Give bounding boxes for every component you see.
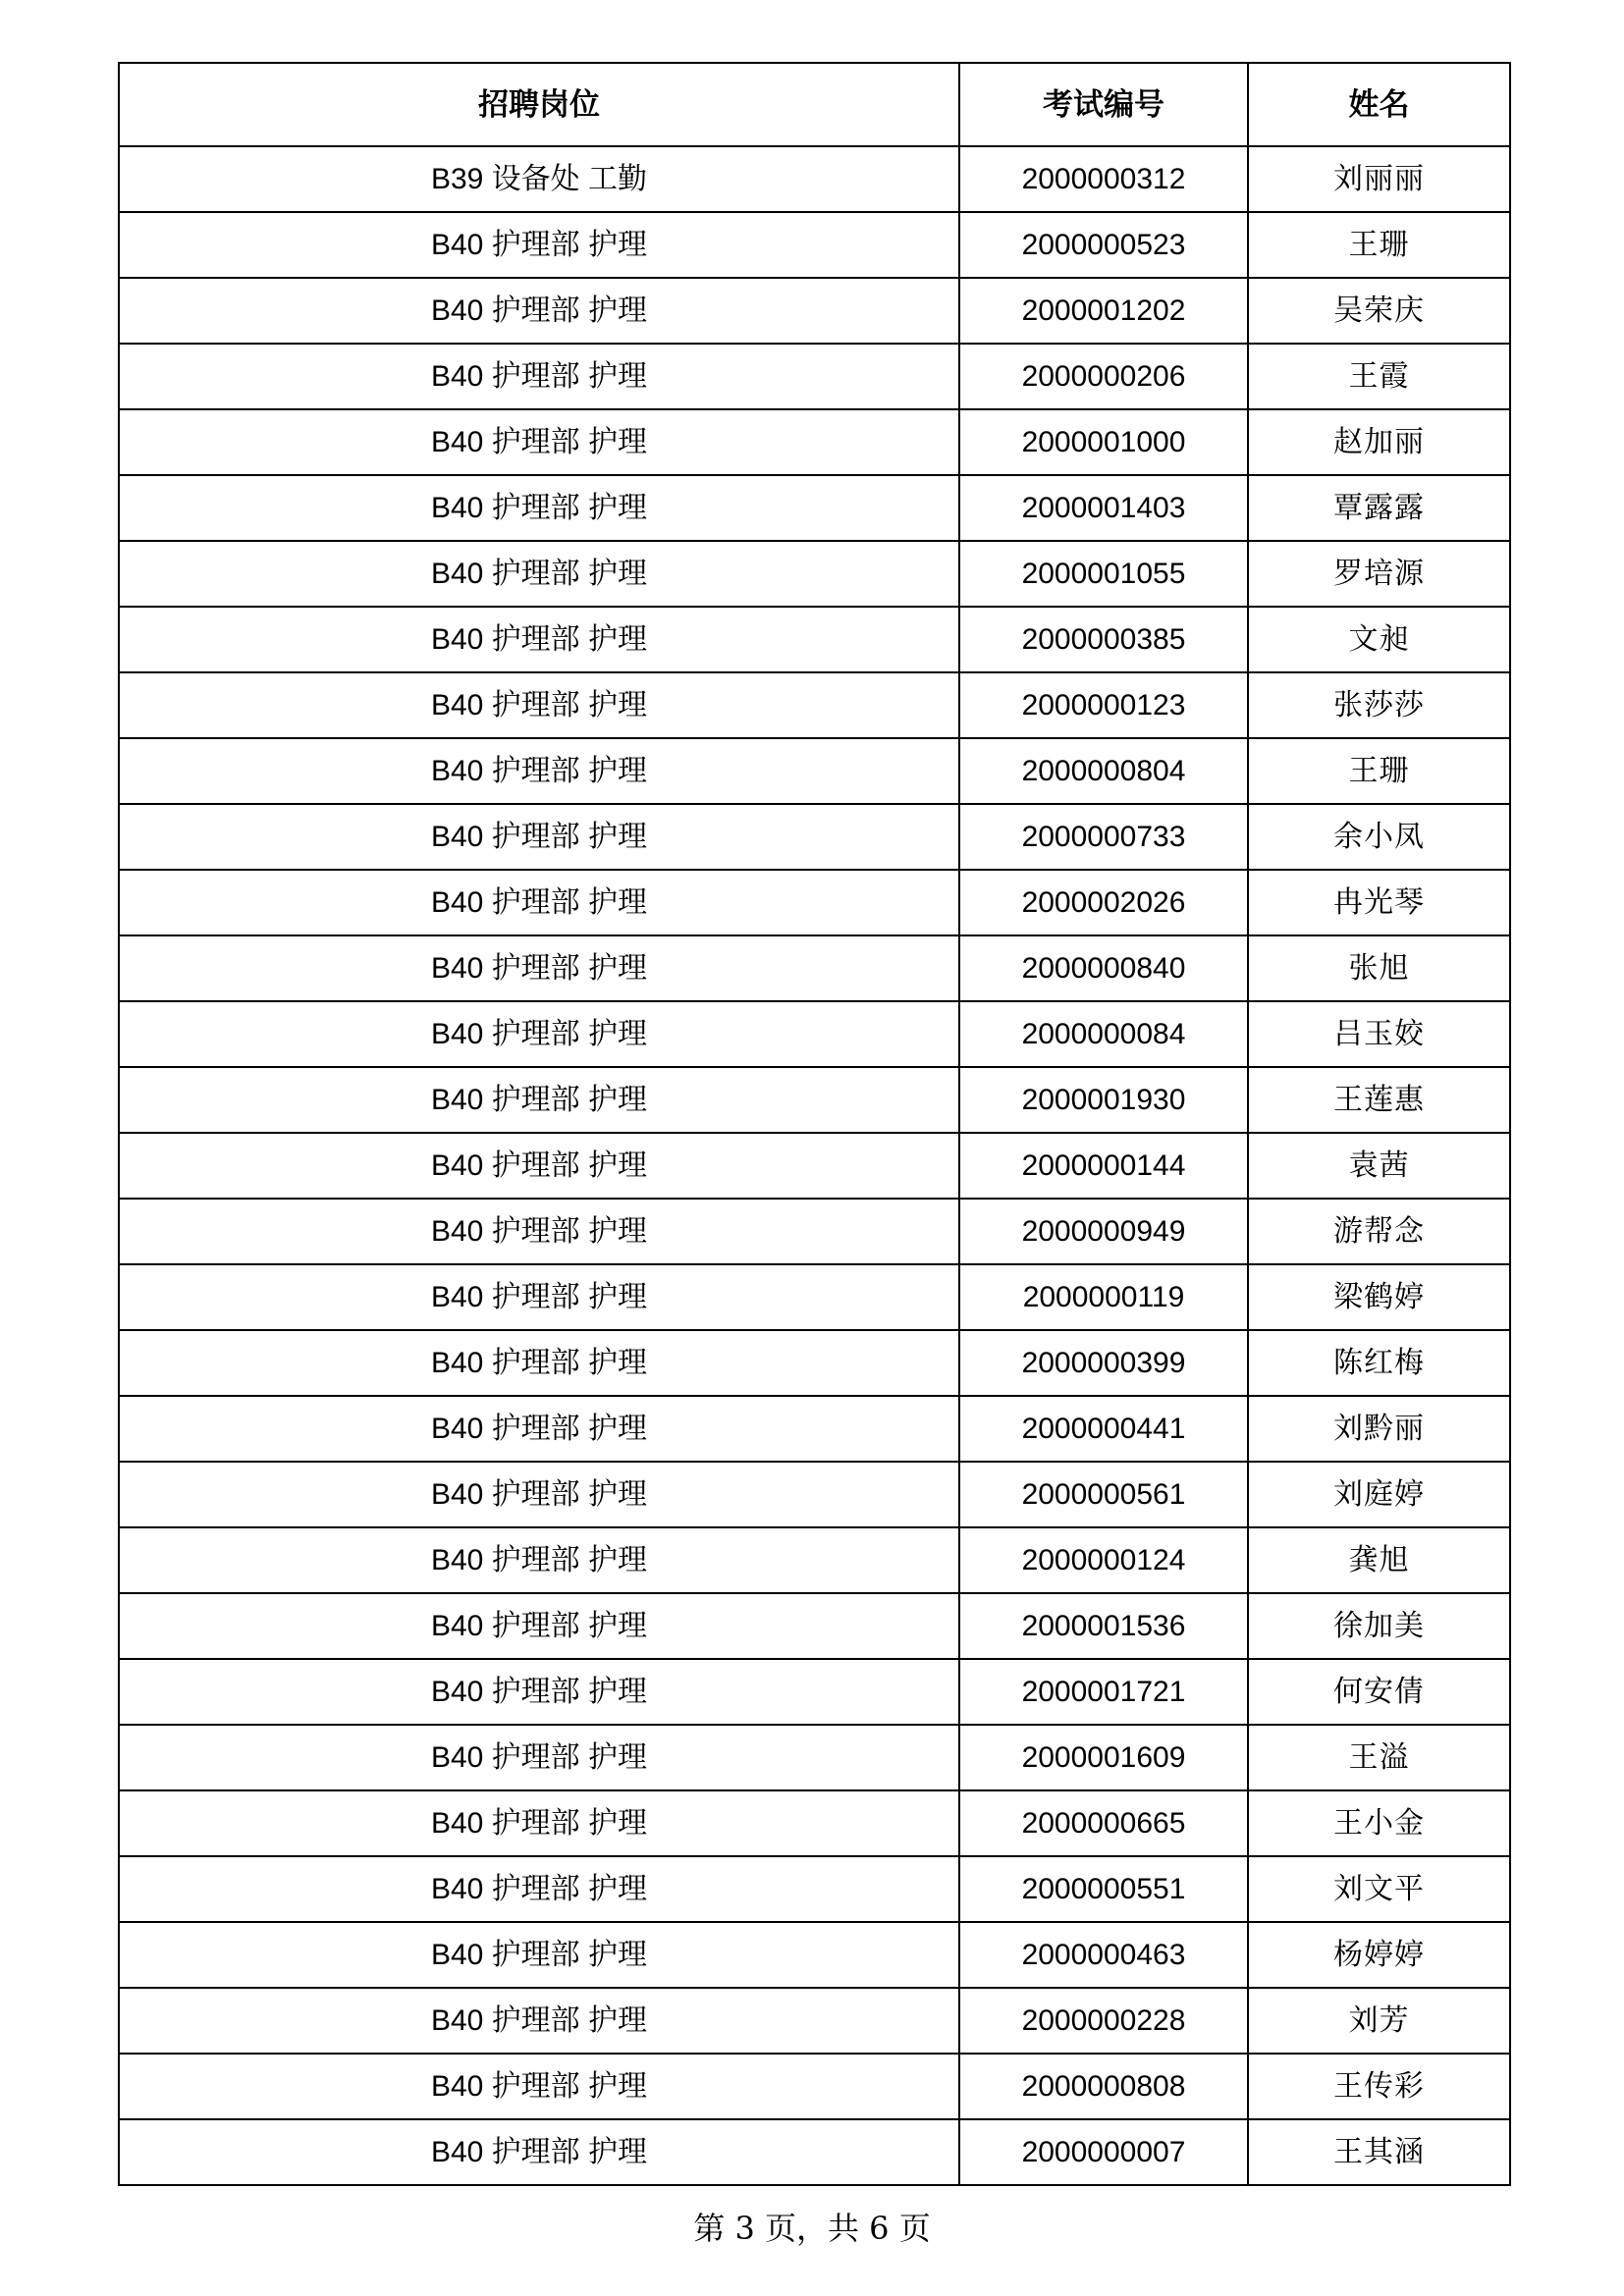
header-exam-number: 考试编号 bbox=[959, 63, 1248, 146]
table-row bbox=[119, 1067, 1510, 1133]
table-header-row bbox=[119, 63, 1510, 146]
cell-position: B40 护理部 护理 bbox=[119, 1133, 959, 1199]
cell-exam-number: 2000000123 bbox=[959, 672, 1248, 738]
cell-exam-number: 2000001536 bbox=[959, 1593, 1248, 1659]
cell-position: B40 护理部 护理 bbox=[119, 1067, 959, 1133]
cell-exam-number: 2000000124 bbox=[959, 1527, 1248, 1593]
cell-name: 张莎莎 bbox=[1248, 672, 1510, 738]
cell-position: B39 设备处 工勤 bbox=[119, 146, 959, 212]
cell-position: B40 护理部 护理 bbox=[119, 1264, 959, 1330]
cell-position: B40 护理部 护理 bbox=[119, 2119, 959, 2185]
table-row bbox=[119, 804, 1510, 870]
cell-name: 刘黔丽 bbox=[1248, 1396, 1510, 1462]
cell-name: 王小金 bbox=[1248, 1790, 1510, 1856]
table-row bbox=[119, 1330, 1510, 1396]
cell-exam-number: 2000000399 bbox=[959, 1330, 1248, 1396]
cell-name: 王霞 bbox=[1248, 344, 1510, 409]
cell-position: B40 护理部 护理 bbox=[119, 541, 959, 607]
cell-exam-number: 2000000665 bbox=[959, 1790, 1248, 1856]
cell-position: B40 护理部 护理 bbox=[119, 1001, 959, 1067]
cell-exam-number: 2000001721 bbox=[959, 1659, 1248, 1725]
cell-exam-number: 2000000144 bbox=[959, 1133, 1248, 1199]
table-row bbox=[119, 475, 1510, 541]
cell-exam-number: 2000000523 bbox=[959, 212, 1248, 278]
cell-position: B40 护理部 护理 bbox=[119, 344, 959, 409]
cell-name: 王溢 bbox=[1248, 1725, 1510, 1790]
cell-exam-number: 2000001930 bbox=[959, 1067, 1248, 1133]
cell-position: B40 护理部 护理 bbox=[119, 1725, 959, 1790]
table-row bbox=[119, 1593, 1510, 1659]
cell-exam-number: 2000001055 bbox=[959, 541, 1248, 607]
table-row bbox=[119, 1790, 1510, 1856]
cell-position: B40 护理部 护理 bbox=[119, 475, 959, 541]
cell-position: B40 护理部 护理 bbox=[119, 278, 959, 344]
table-row bbox=[119, 1396, 1510, 1462]
table-row bbox=[119, 1001, 1510, 1067]
cell-exam-number: 2000001609 bbox=[959, 1725, 1248, 1790]
cell-name: 冉光琴 bbox=[1248, 870, 1510, 935]
cell-name: 余小凤 bbox=[1248, 804, 1510, 870]
table-body bbox=[119, 146, 1510, 2185]
table-row bbox=[119, 1199, 1510, 1264]
cell-name: 吴荣庆 bbox=[1248, 278, 1510, 344]
cell-position: B40 护理部 护理 bbox=[119, 212, 959, 278]
cell-name: 王其涵 bbox=[1248, 2119, 1510, 2185]
cell-name: 刘庭婷 bbox=[1248, 1462, 1510, 1527]
cell-exam-number: 2000001403 bbox=[959, 475, 1248, 541]
cell-name: 刘丽丽 bbox=[1248, 146, 1510, 212]
cell-name: 张旭 bbox=[1248, 935, 1510, 1001]
cell-exam-number: 2000000463 bbox=[959, 1922, 1248, 1988]
cell-name: 游帮念 bbox=[1248, 1199, 1510, 1264]
cell-name: 袁茜 bbox=[1248, 1133, 1510, 1199]
cell-exam-number: 2000000804 bbox=[959, 738, 1248, 804]
header-position: 招聘岗位 bbox=[119, 63, 959, 146]
cell-name: 吕玉姣 bbox=[1248, 1001, 1510, 1067]
cell-position: B40 护理部 护理 bbox=[119, 409, 959, 475]
cell-name: 赵加丽 bbox=[1248, 409, 1510, 475]
cell-position: B40 护理部 护理 bbox=[119, 870, 959, 935]
cell-position: B40 护理部 护理 bbox=[119, 1790, 959, 1856]
cell-position: B40 护理部 护理 bbox=[119, 804, 959, 870]
cell-exam-number: 2000000385 bbox=[959, 607, 1248, 672]
table-row bbox=[119, 672, 1510, 738]
cell-name: 徐加美 bbox=[1248, 1593, 1510, 1659]
table-row bbox=[119, 870, 1510, 935]
table-row bbox=[119, 1264, 1510, 1330]
table-row bbox=[119, 146, 1510, 212]
table-row bbox=[119, 1922, 1510, 1988]
cell-exam-number: 2000001202 bbox=[959, 278, 1248, 344]
cell-position: B40 护理部 护理 bbox=[119, 2054, 959, 2119]
cell-exam-number: 2000000084 bbox=[959, 1001, 1248, 1067]
table-row bbox=[119, 2054, 1510, 2119]
cell-exam-number: 2000000733 bbox=[959, 804, 1248, 870]
table-row bbox=[119, 409, 1510, 475]
table-row bbox=[119, 2119, 1510, 2185]
cell-position: B40 护理部 护理 bbox=[119, 1988, 959, 2054]
cell-name: 罗培源 bbox=[1248, 541, 1510, 607]
cell-exam-number: 2000002026 bbox=[959, 870, 1248, 935]
cell-position: B40 护理部 护理 bbox=[119, 1199, 959, 1264]
table-row bbox=[119, 1725, 1510, 1790]
cell-exam-number: 2000000119 bbox=[959, 1264, 1248, 1330]
table-row bbox=[119, 1856, 1510, 1922]
cell-name: 文昶 bbox=[1248, 607, 1510, 672]
candidate-table bbox=[118, 62, 1511, 2186]
cell-exam-number: 2000000228 bbox=[959, 1988, 1248, 2054]
cell-exam-number: 2000000007 bbox=[959, 2119, 1248, 2185]
header-name: 姓名 bbox=[1248, 63, 1510, 146]
table-row bbox=[119, 935, 1510, 1001]
table-row bbox=[119, 278, 1510, 344]
cell-exam-number: 2000000441 bbox=[959, 1396, 1248, 1462]
cell-name: 杨婷婷 bbox=[1248, 1922, 1510, 1988]
cell-name: 王传彩 bbox=[1248, 2054, 1510, 2119]
cell-name: 刘芳 bbox=[1248, 1988, 1510, 2054]
cell-name: 王珊 bbox=[1248, 212, 1510, 278]
table-row bbox=[119, 344, 1510, 409]
cell-exam-number: 2000001000 bbox=[959, 409, 1248, 475]
cell-name: 王珊 bbox=[1248, 738, 1510, 804]
cell-exam-number: 2000000312 bbox=[959, 146, 1248, 212]
cell-name: 覃露露 bbox=[1248, 475, 1510, 541]
cell-position: B40 护理部 护理 bbox=[119, 607, 959, 672]
page-number-footer: 第 3 页，共 6 页 bbox=[693, 2210, 931, 2247]
cell-exam-number: 2000000561 bbox=[959, 1462, 1248, 1527]
cell-exam-number: 2000000551 bbox=[959, 1856, 1248, 1922]
cell-name: 陈红梅 bbox=[1248, 1330, 1510, 1396]
cell-position: B40 护理部 护理 bbox=[119, 1856, 959, 1922]
cell-position: B40 护理部 护理 bbox=[119, 1922, 959, 1988]
cell-name: 刘文平 bbox=[1248, 1856, 1510, 1922]
cell-position: B40 护理部 护理 bbox=[119, 672, 959, 738]
cell-exam-number: 2000000949 bbox=[959, 1199, 1248, 1264]
table-row bbox=[119, 212, 1510, 278]
table-row bbox=[119, 1527, 1510, 1593]
cell-position: B40 护理部 护理 bbox=[119, 1527, 959, 1593]
cell-exam-number: 2000000840 bbox=[959, 935, 1248, 1001]
cell-position: B40 护理部 护理 bbox=[119, 1659, 959, 1725]
table-row bbox=[119, 1462, 1510, 1527]
cell-name: 何安倩 bbox=[1248, 1659, 1510, 1725]
table-row bbox=[119, 1988, 1510, 2054]
table-row bbox=[119, 1659, 1510, 1725]
cell-name: 梁鹤婷 bbox=[1248, 1264, 1510, 1330]
cell-position: B40 护理部 护理 bbox=[119, 738, 959, 804]
cell-exam-number: 2000000808 bbox=[959, 2054, 1248, 2119]
table-row bbox=[119, 1133, 1510, 1199]
cell-position: B40 护理部 护理 bbox=[119, 935, 959, 1001]
table-row bbox=[119, 738, 1510, 804]
cell-exam-number: 2000000206 bbox=[959, 344, 1248, 409]
table-row bbox=[119, 541, 1510, 607]
cell-name: 王莲惠 bbox=[1248, 1067, 1510, 1133]
cell-name: 龚旭 bbox=[1248, 1527, 1510, 1593]
cell-position: B40 护理部 护理 bbox=[119, 1593, 959, 1659]
cell-position: B40 护理部 护理 bbox=[119, 1462, 959, 1527]
cell-position: B40 护理部 护理 bbox=[119, 1330, 959, 1396]
cell-position: B40 护理部 护理 bbox=[119, 1396, 959, 1462]
table-row bbox=[119, 607, 1510, 672]
